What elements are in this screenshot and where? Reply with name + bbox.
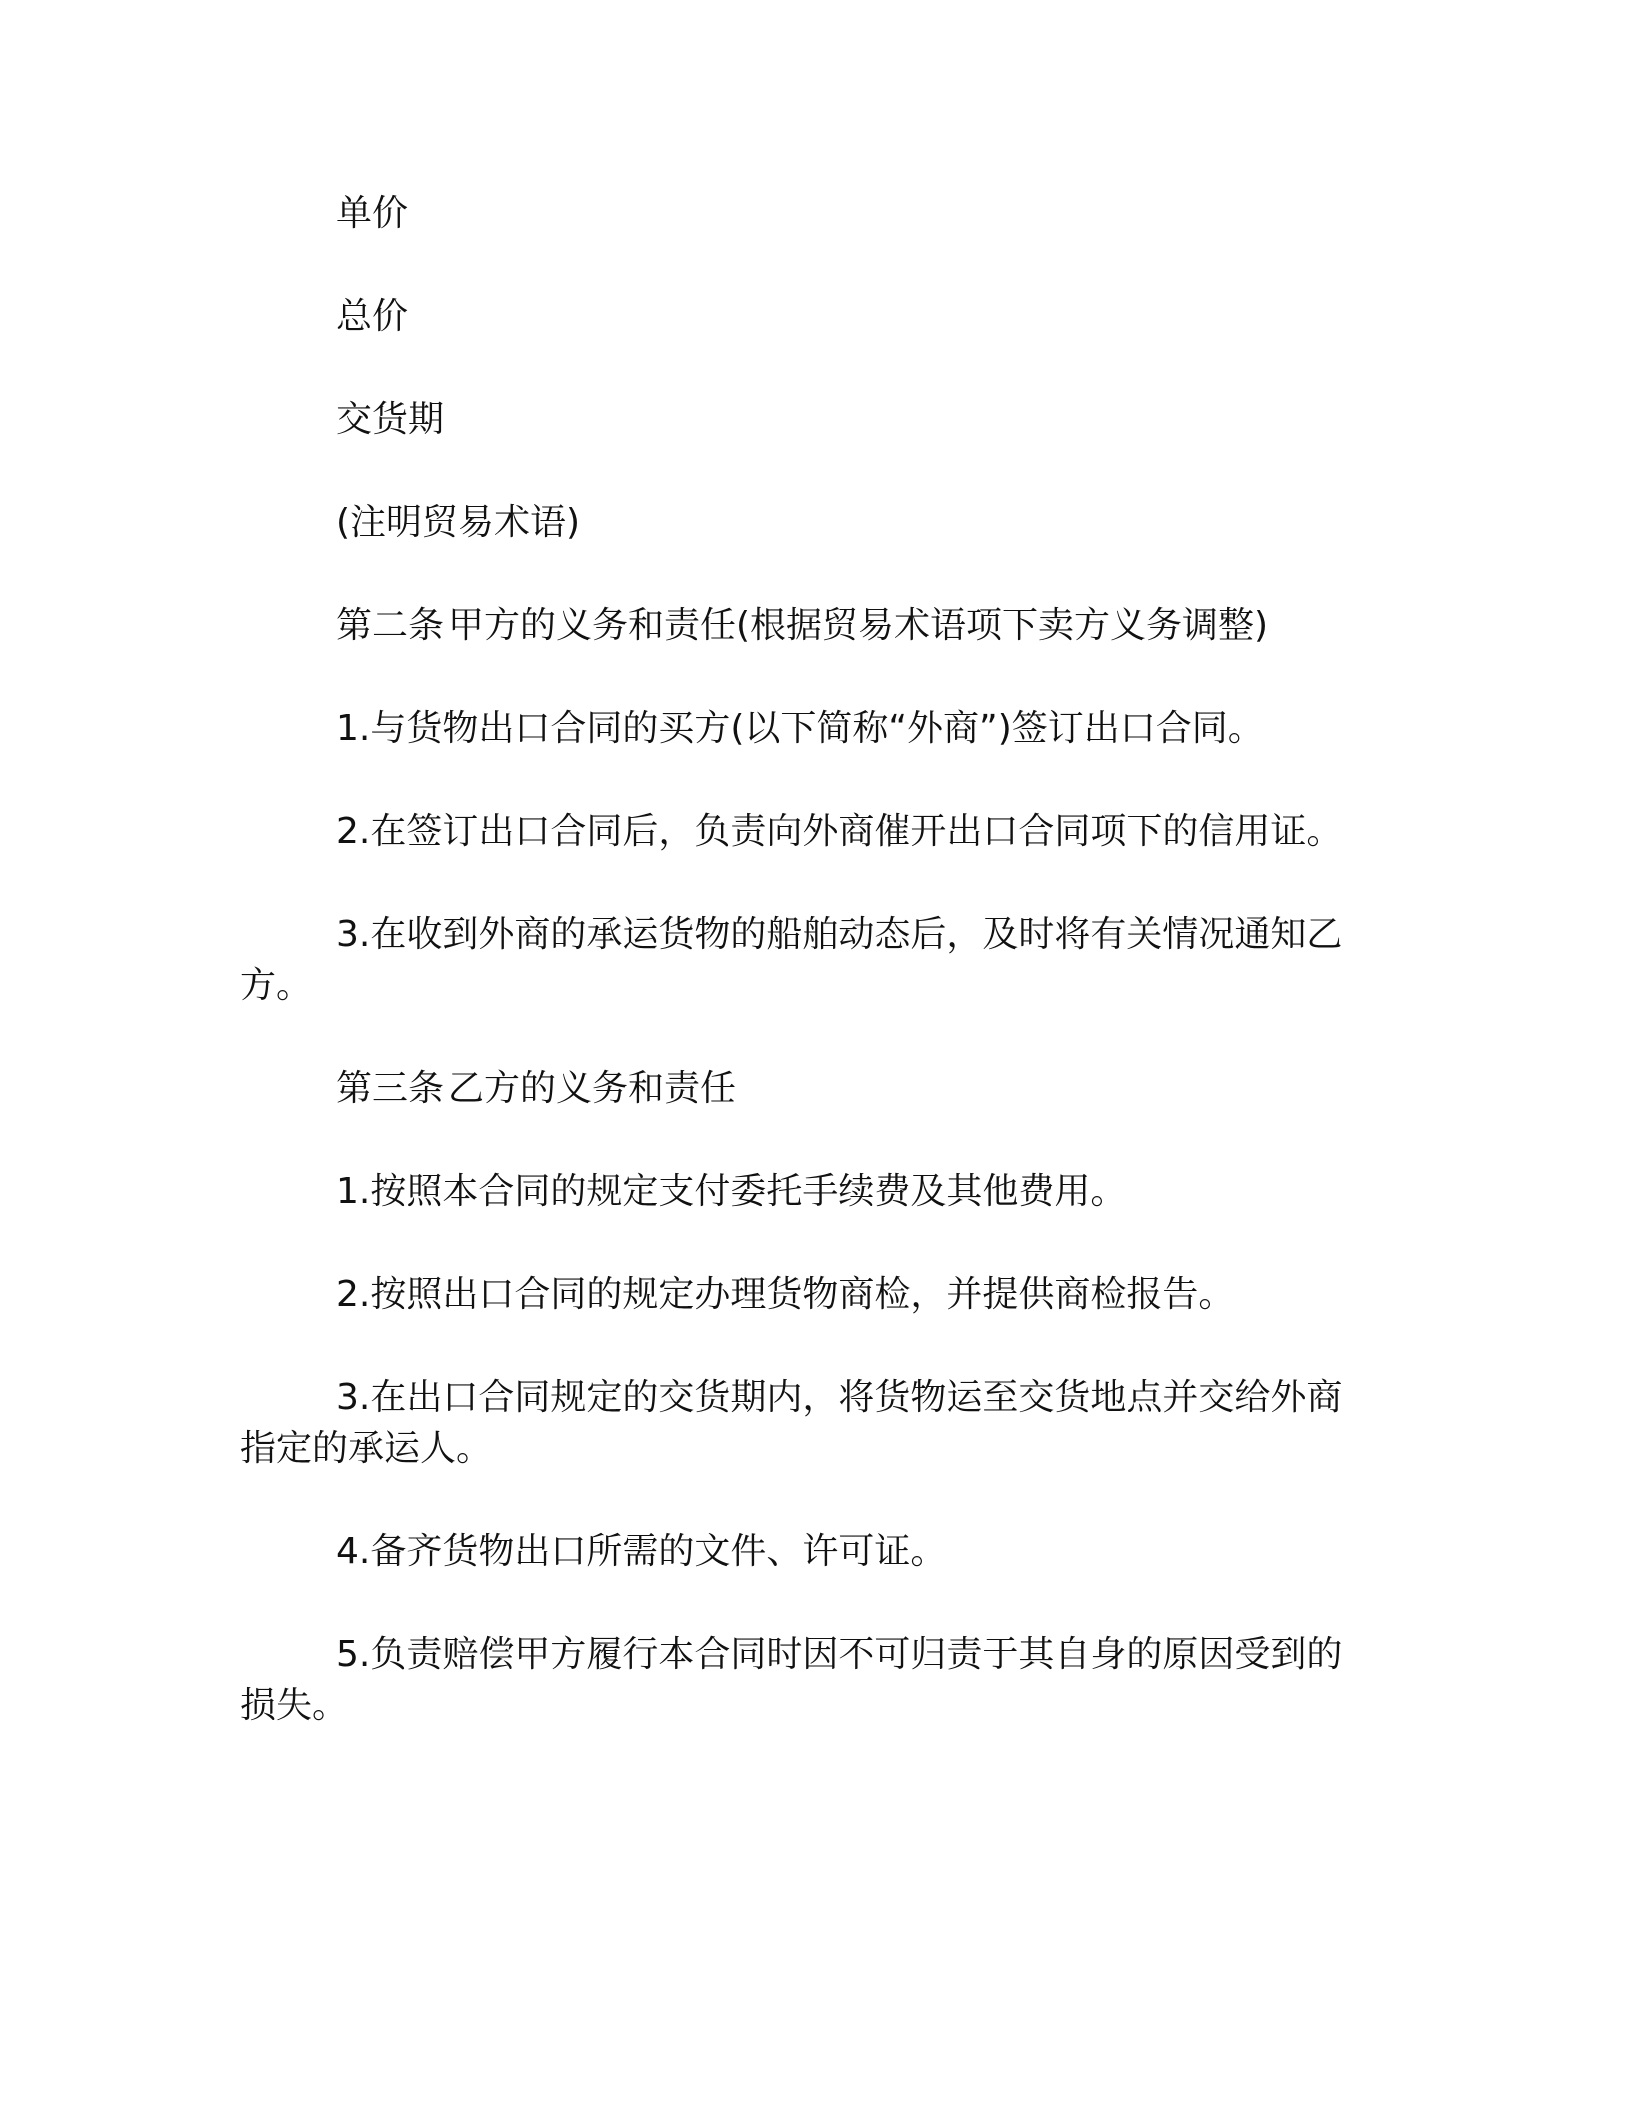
- article-3-item-3-line-2: 指定的承运人。: [240, 1428, 493, 1469]
- document-body: [240, 188, 1370, 1783]
- article-3-item-5-line-1: 5.负责赔偿甲方履行本合同时因不可归责于其自身的原因受到的: [336, 1634, 1343, 1675]
- total-price-line: 总价: [336, 296, 409, 337]
- article-3-title: 乙方的义务和责任: [448, 1068, 737, 1109]
- article-2-heading: [240, 600, 1370, 651]
- article-2-item-2: 2.在签订出口合同后，负责向外商催开出口合同项下的信用证。: [336, 811, 1343, 852]
- article-3-item-2: 2.按照出口合同的规定办理货物商检，并提供商检报告。: [336, 1274, 1235, 1315]
- article-3-item-1: 1.按照本合同的规定支付委托手续费及其他费用。: [336, 1171, 1127, 1212]
- article-3-item-5: [240, 1629, 1370, 1731]
- article-3-item-4: 4.备齐货物出口所需的文件、许可证。: [336, 1531, 947, 1572]
- article-2-title: 甲方的义务和责任(根据贸易术语项下卖方义务调整): [448, 605, 1269, 646]
- article-3-item-3: [240, 1372, 1370, 1474]
- article-2-number: 第二条: [336, 605, 445, 646]
- article-3-item-3-line-1: 3.在出口合同规定的交货期内，将货物运至交货地点并交给外商: [336, 1377, 1343, 1418]
- unit-price-line: 单价: [336, 193, 409, 234]
- article-3-heading: [240, 1063, 1370, 1114]
- trade-term-note: (注明贸易术语): [336, 502, 581, 543]
- article-2-item-1: 1.与货物出口合同的买方(以下简称“外商”)签订出口合同。: [336, 708, 1264, 749]
- delivery-period-line: 交货期: [336, 399, 445, 440]
- article-2-item-3-line-2: 方。: [240, 965, 313, 1006]
- article-2-item-3-line-1: 3.在收到外商的承运货物的船舶动态后，及时将有关情况通知乙: [336, 914, 1343, 955]
- article-3-item-5-line-2: 损失。: [240, 1685, 349, 1726]
- article-2-item-3: [240, 909, 1370, 1011]
- article-3-number: 第三条: [336, 1068, 445, 1109]
